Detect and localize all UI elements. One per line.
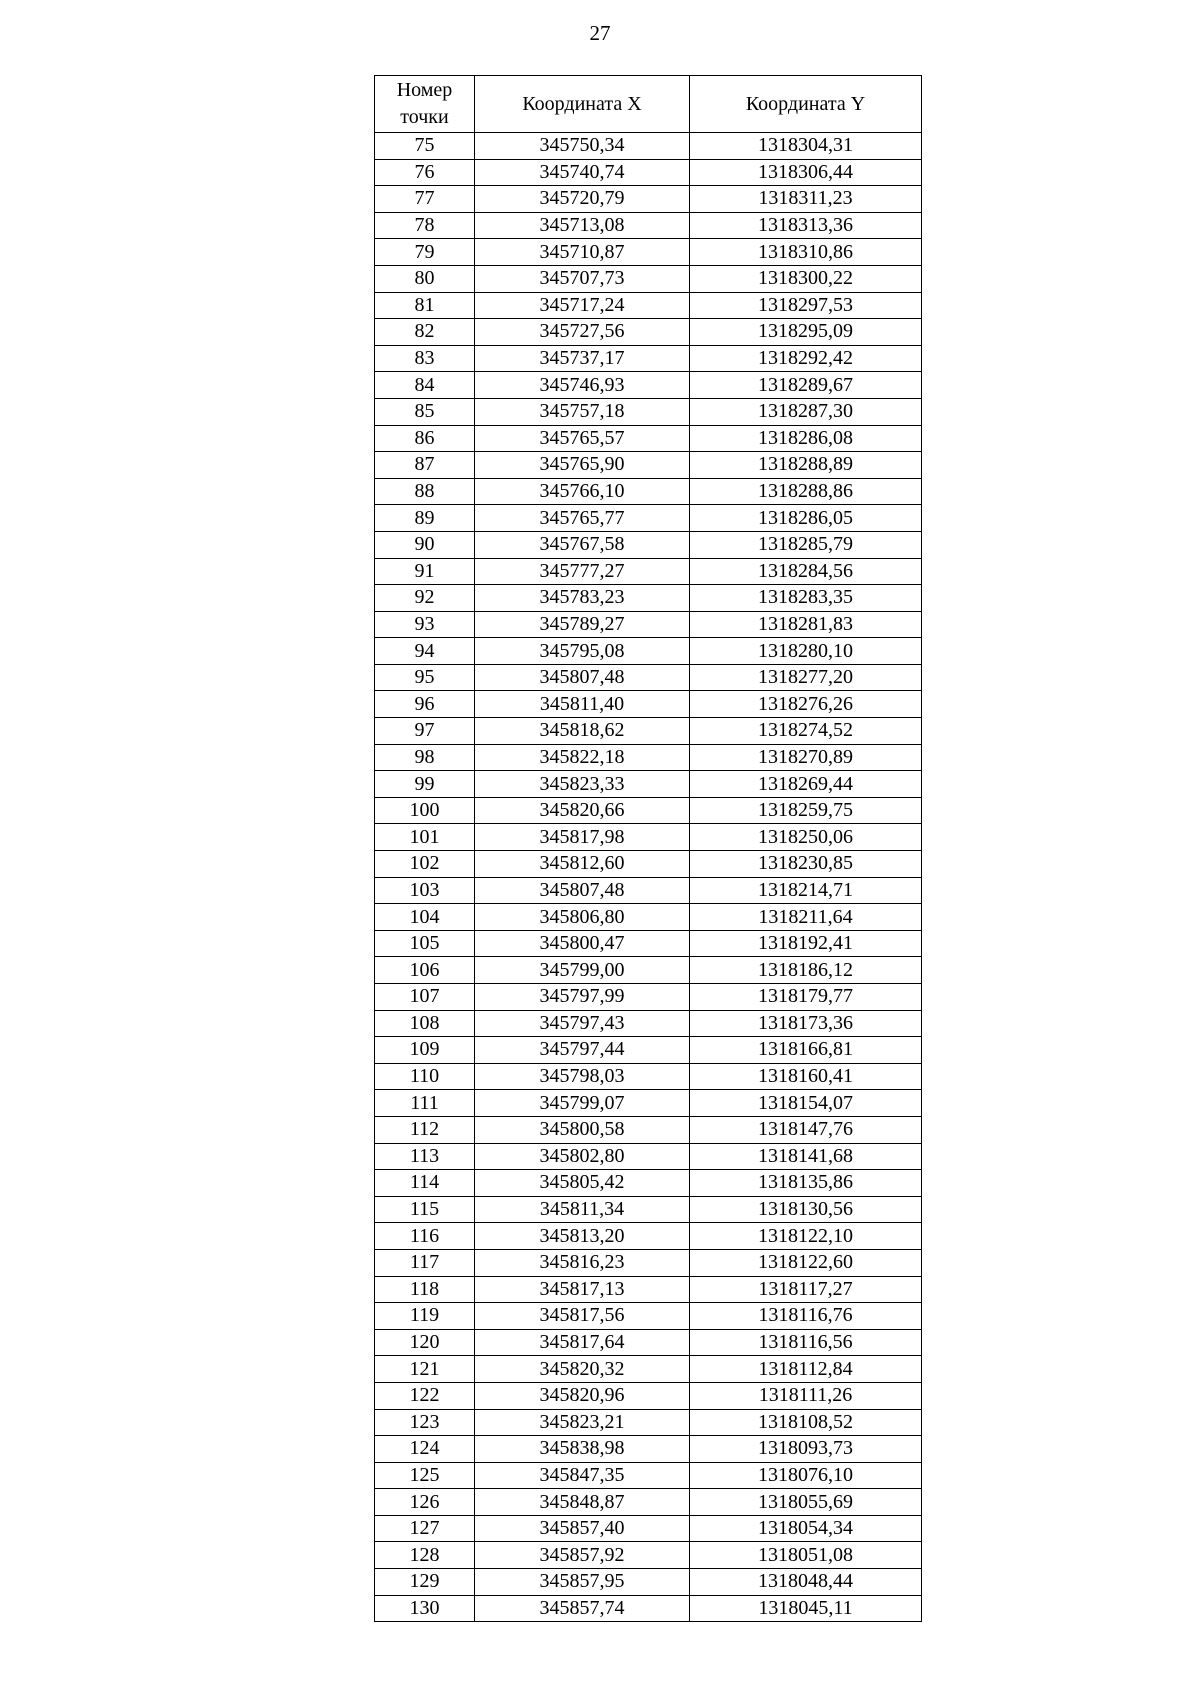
cell-coordinate-y: 1318285,79	[690, 531, 922, 558]
cell-coordinate-y: 1318250,06	[690, 824, 922, 851]
cell-coordinate-y: 1318048,44	[690, 1569, 922, 1596]
table-row	[375, 585, 922, 612]
cell-point-number: 100	[375, 797, 475, 824]
cell-point-number: 76	[375, 159, 475, 186]
table-row	[375, 1010, 922, 1037]
cell-coordinate-x: 345750,34	[475, 133, 690, 160]
cell-coordinate-x: 345812,60	[475, 851, 690, 878]
table-row	[375, 611, 922, 638]
cell-coordinate-y: 1318076,10	[690, 1462, 922, 1489]
cell-point-number: 104	[375, 904, 475, 931]
table-row	[375, 664, 922, 691]
cell-coordinate-y: 1318284,56	[690, 558, 922, 585]
cell-coordinate-y: 1318166,81	[690, 1037, 922, 1064]
table-row	[375, 292, 922, 319]
cell-coordinate-y: 1318130,56	[690, 1196, 922, 1223]
table-row	[375, 133, 922, 160]
cell-point-number: 129	[375, 1569, 475, 1596]
cell-coordinate-y: 1318310,86	[690, 239, 922, 266]
cell-point-number: 103	[375, 877, 475, 904]
cell-point-number: 99	[375, 771, 475, 798]
table-row	[375, 212, 922, 239]
cell-coordinate-y: 1318283,35	[690, 585, 922, 612]
table-row	[375, 851, 922, 878]
cell-point-number: 122	[375, 1382, 475, 1409]
cell-point-number: 78	[375, 212, 475, 239]
cell-point-number: 91	[375, 558, 475, 585]
table-row	[375, 957, 922, 984]
table-row	[375, 1116, 922, 1143]
cell-point-number: 92	[375, 585, 475, 612]
table-row	[375, 1143, 922, 1170]
table-row	[375, 1569, 922, 1596]
cell-coordinate-y: 1318116,56	[690, 1329, 922, 1356]
cell-coordinate-y: 1318230,85	[690, 851, 922, 878]
cell-point-number: 93	[375, 611, 475, 638]
cell-coordinate-y: 1318141,68	[690, 1143, 922, 1170]
table-row	[375, 1462, 922, 1489]
cell-coordinate-y: 1318295,09	[690, 319, 922, 346]
cell-coordinate-x: 345847,35	[475, 1462, 690, 1489]
cell-coordinate-y: 1318160,41	[690, 1063, 922, 1090]
table-row	[375, 1515, 922, 1542]
cell-coordinate-x: 345823,21	[475, 1409, 690, 1436]
table-row	[375, 1303, 922, 1330]
cell-coordinate-x: 345800,47	[475, 930, 690, 957]
cell-coordinate-y: 1318116,76	[690, 1303, 922, 1330]
cell-coordinate-y: 1318122,10	[690, 1223, 922, 1250]
cell-coordinate-x: 345817,56	[475, 1303, 690, 1330]
table-row	[375, 1329, 922, 1356]
cell-coordinate-x: 345765,90	[475, 452, 690, 479]
table-row	[375, 824, 922, 851]
cell-coordinate-x: 345720,79	[475, 186, 690, 213]
cell-point-number: 105	[375, 930, 475, 957]
cell-coordinate-y: 1318280,10	[690, 638, 922, 665]
cell-coordinate-x: 345820,32	[475, 1356, 690, 1383]
cell-coordinate-y: 1318286,05	[690, 505, 922, 532]
cell-coordinate-x: 345746,93	[475, 372, 690, 399]
cell-coordinate-y: 1318154,07	[690, 1090, 922, 1117]
table-row	[375, 718, 922, 745]
table-row	[375, 877, 922, 904]
cell-coordinate-x: 345797,43	[475, 1010, 690, 1037]
cell-coordinate-x: 345805,42	[475, 1170, 690, 1197]
cell-point-number: 79	[375, 239, 475, 266]
table-row	[375, 265, 922, 292]
table-row	[375, 1063, 922, 1090]
cell-coordinate-y: 1318269,44	[690, 771, 922, 798]
cell-coordinate-y: 1318186,12	[690, 957, 922, 984]
cell-point-number: 101	[375, 824, 475, 851]
table-row	[375, 638, 922, 665]
table-header-row	[375, 76, 922, 133]
cell-point-number: 89	[375, 505, 475, 532]
header-coordinate-y: Координата Y	[690, 76, 922, 133]
cell-coordinate-y: 1318288,86	[690, 478, 922, 505]
cell-coordinate-x: 345798,03	[475, 1063, 690, 1090]
table-row	[375, 1223, 922, 1250]
cell-point-number: 82	[375, 319, 475, 346]
cell-point-number: 75	[375, 133, 475, 160]
cell-coordinate-x: 345783,23	[475, 585, 690, 612]
cell-coordinate-y: 1318304,31	[690, 133, 922, 160]
cell-coordinate-x: 345797,99	[475, 984, 690, 1011]
cell-point-number: 97	[375, 718, 475, 745]
cell-coordinate-x: 345806,80	[475, 904, 690, 931]
cell-coordinate-x: 345807,48	[475, 664, 690, 691]
table-row	[375, 1409, 922, 1436]
cell-coordinate-x: 345757,18	[475, 398, 690, 425]
cell-coordinate-y: 1318277,20	[690, 664, 922, 691]
table-row	[375, 930, 922, 957]
cell-coordinate-x: 345765,57	[475, 425, 690, 452]
cell-coordinate-y: 1318288,89	[690, 452, 922, 479]
cell-coordinate-x: 345789,27	[475, 611, 690, 638]
cell-coordinate-y: 1318122,60	[690, 1249, 922, 1276]
table-row	[375, 372, 922, 399]
cell-coordinate-x: 345820,66	[475, 797, 690, 824]
cell-coordinate-y: 1318051,08	[690, 1542, 922, 1569]
coordinates-table	[374, 75, 922, 1622]
cell-point-number: 94	[375, 638, 475, 665]
table-row	[375, 744, 922, 771]
cell-coordinate-x: 345811,34	[475, 1196, 690, 1223]
table-row	[375, 1489, 922, 1516]
cell-coordinate-y: 1318259,75	[690, 797, 922, 824]
cell-coordinate-y: 1318306,44	[690, 159, 922, 186]
cell-coordinate-x: 345817,13	[475, 1276, 690, 1303]
table-row	[375, 1382, 922, 1409]
cell-coordinate-x: 345820,96	[475, 1382, 690, 1409]
cell-coordinate-x: 345848,87	[475, 1489, 690, 1516]
cell-coordinate-x: 345737,17	[475, 345, 690, 372]
table-row	[375, 797, 922, 824]
cell-point-number: 111	[375, 1090, 475, 1117]
cell-coordinate-y: 1318093,73	[690, 1436, 922, 1463]
cell-point-number: 84	[375, 372, 475, 399]
cell-coordinate-y: 1318297,53	[690, 292, 922, 319]
table-row	[375, 1037, 922, 1064]
cell-coordinate-x: 345817,64	[475, 1329, 690, 1356]
cell-coordinate-y: 1318289,67	[690, 372, 922, 399]
cell-point-number: 108	[375, 1010, 475, 1037]
cell-coordinate-y: 1318108,52	[690, 1409, 922, 1436]
cell-coordinate-x: 345818,62	[475, 718, 690, 745]
cell-coordinate-x: 345799,00	[475, 957, 690, 984]
cell-point-number: 86	[375, 425, 475, 452]
cell-coordinate-x: 345817,98	[475, 824, 690, 851]
cell-coordinate-y: 1318054,34	[690, 1515, 922, 1542]
cell-point-number: 109	[375, 1037, 475, 1064]
table-row	[375, 1196, 922, 1223]
cell-point-number: 124	[375, 1436, 475, 1463]
cell-coordinate-x: 345811,40	[475, 691, 690, 718]
cell-coordinate-y: 1318287,30	[690, 398, 922, 425]
table-row	[375, 398, 922, 425]
table-row	[375, 904, 922, 931]
cell-point-number: 112	[375, 1116, 475, 1143]
table-row	[375, 984, 922, 1011]
table-row	[375, 345, 922, 372]
cell-coordinate-y: 1318111,26	[690, 1382, 922, 1409]
cell-coordinate-y: 1318135,86	[690, 1170, 922, 1197]
cell-coordinate-x: 345822,18	[475, 744, 690, 771]
cell-point-number: 115	[375, 1196, 475, 1223]
cell-coordinate-x: 345802,80	[475, 1143, 690, 1170]
cell-coordinate-x: 345857,40	[475, 1515, 690, 1542]
cell-coordinate-x: 345838,98	[475, 1436, 690, 1463]
cell-coordinate-y: 1318117,27	[690, 1276, 922, 1303]
cell-point-number: 116	[375, 1223, 475, 1250]
cell-point-number: 107	[375, 984, 475, 1011]
cell-coordinate-y: 1318045,11	[690, 1595, 922, 1622]
cell-coordinate-y: 1318274,52	[690, 718, 922, 745]
table-row	[375, 1595, 922, 1622]
cell-coordinate-x: 345816,23	[475, 1249, 690, 1276]
cell-point-number: 81	[375, 292, 475, 319]
cell-coordinate-y: 1318112,84	[690, 1356, 922, 1383]
cell-coordinate-x: 345777,27	[475, 558, 690, 585]
table-row	[375, 319, 922, 346]
table-row	[375, 1542, 922, 1569]
cell-coordinate-y: 1318286,08	[690, 425, 922, 452]
cell-coordinate-x: 345795,08	[475, 638, 690, 665]
cell-coordinate-x: 345713,08	[475, 212, 690, 239]
cell-coordinate-x: 345857,74	[475, 1595, 690, 1622]
table-row	[375, 159, 922, 186]
cell-coordinate-x: 345807,48	[475, 877, 690, 904]
table-row	[375, 531, 922, 558]
cell-coordinate-y: 1318311,23	[690, 186, 922, 213]
cell-coordinate-y: 1318055,69	[690, 1489, 922, 1516]
cell-point-number: 125	[375, 1462, 475, 1489]
cell-coordinate-x: 345765,77	[475, 505, 690, 532]
cell-point-number: 119	[375, 1303, 475, 1330]
table-row	[375, 1090, 922, 1117]
cell-coordinate-y: 1318281,83	[690, 611, 922, 638]
cell-point-number: 77	[375, 186, 475, 213]
cell-point-number: 126	[375, 1489, 475, 1516]
cell-coordinate-y: 1318300,22	[690, 265, 922, 292]
table-row	[375, 1436, 922, 1463]
cell-point-number: 88	[375, 478, 475, 505]
cell-point-number: 102	[375, 851, 475, 878]
table-row	[375, 1249, 922, 1276]
cell-coordinate-x: 345857,95	[475, 1569, 690, 1596]
cell-point-number: 96	[375, 691, 475, 718]
page-number: 27	[589, 21, 611, 45]
cell-coordinate-x: 345799,07	[475, 1090, 690, 1117]
header-coordinate-x: Координата X	[475, 76, 690, 133]
table-row	[375, 478, 922, 505]
cell-coordinate-y: 1318211,64	[690, 904, 922, 931]
cell-coordinate-x: 345797,44	[475, 1037, 690, 1064]
cell-coordinate-x: 345727,56	[475, 319, 690, 346]
cell-point-number: 95	[375, 664, 475, 691]
cell-coordinate-x: 345857,92	[475, 1542, 690, 1569]
cell-coordinate-x: 345823,33	[475, 771, 690, 798]
table-row	[375, 505, 922, 532]
cell-coordinate-y: 1318292,42	[690, 345, 922, 372]
header-point-number: Номер точки	[375, 76, 475, 133]
table-row	[375, 691, 922, 718]
cell-point-number: 118	[375, 1276, 475, 1303]
cell-point-number: 113	[375, 1143, 475, 1170]
table-row	[375, 1276, 922, 1303]
table-row	[375, 1356, 922, 1383]
cell-point-number: 120	[375, 1329, 475, 1356]
cell-point-number: 127	[375, 1515, 475, 1542]
cell-coordinate-x: 345813,20	[475, 1223, 690, 1250]
cell-coordinate-x: 345707,73	[475, 265, 690, 292]
table-row	[375, 1170, 922, 1197]
table-row	[375, 239, 922, 266]
cell-point-number: 114	[375, 1170, 475, 1197]
cell-coordinate-y: 1318270,89	[690, 744, 922, 771]
cell-coordinate-y: 1318313,36	[690, 212, 922, 239]
table-body	[375, 133, 922, 1622]
cell-coordinate-x: 345717,24	[475, 292, 690, 319]
table-row	[375, 558, 922, 585]
cell-coordinate-x: 345800,58	[475, 1116, 690, 1143]
cell-point-number: 110	[375, 1063, 475, 1090]
cell-point-number: 128	[375, 1542, 475, 1569]
cell-coordinate-y: 1318147,76	[690, 1116, 922, 1143]
cell-coordinate-x: 345767,58	[475, 531, 690, 558]
cell-point-number: 106	[375, 957, 475, 984]
cell-point-number: 85	[375, 398, 475, 425]
table-row	[375, 186, 922, 213]
cell-coordinate-x: 345766,10	[475, 478, 690, 505]
table-row	[375, 425, 922, 452]
cell-coordinate-x: 345740,74	[475, 159, 690, 186]
cell-point-number: 130	[375, 1595, 475, 1622]
cell-coordinate-y: 1318214,71	[690, 877, 922, 904]
cell-coordinate-x: 345710,87	[475, 239, 690, 266]
cell-point-number: 90	[375, 531, 475, 558]
cell-point-number: 83	[375, 345, 475, 372]
cell-point-number: 80	[375, 265, 475, 292]
table-row	[375, 452, 922, 479]
cell-point-number: 121	[375, 1356, 475, 1383]
cell-point-number: 98	[375, 744, 475, 771]
cell-coordinate-y: 1318192,41	[690, 930, 922, 957]
cell-point-number: 117	[375, 1249, 475, 1276]
table-row	[375, 771, 922, 798]
cell-coordinate-y: 1318173,36	[690, 1010, 922, 1037]
cell-point-number: 87	[375, 452, 475, 479]
cell-coordinate-y: 1318179,77	[690, 984, 922, 1011]
cell-point-number: 123	[375, 1409, 475, 1436]
cell-coordinate-y: 1318276,26	[690, 691, 922, 718]
